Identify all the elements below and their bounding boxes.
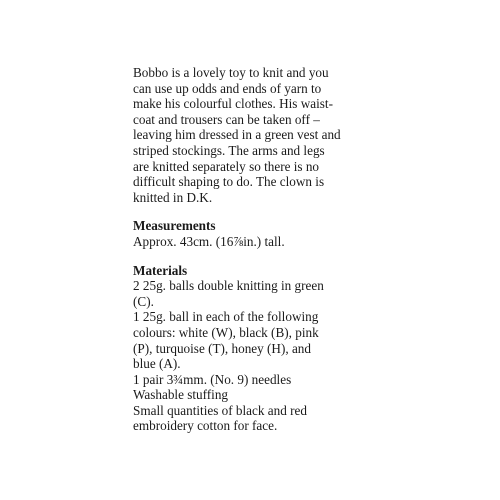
materials-line: 1 25g. ball in each of the following xyxy=(133,309,319,325)
intro-line: Bobbo is a lovely toy to knit and you xyxy=(133,65,329,80)
intro-line: difficult shaping to do. The clown is xyxy=(133,174,325,190)
materials-line: 1 pair 3¾mm. (No. 9) needles xyxy=(133,371,292,387)
intro-line: are knitted separately so there is no xyxy=(133,158,320,174)
intro-line: knitted in D.K. xyxy=(133,189,213,205)
materials-section xyxy=(133,263,383,435)
intro-line: make his colourful clothes. His waist- xyxy=(133,96,333,112)
materials-line: Small quantities of black and red xyxy=(133,402,307,418)
pattern-description xyxy=(133,65,383,434)
intro-line: leaving him dressed in a green vest and xyxy=(133,127,341,143)
materials-heading: Materials xyxy=(133,262,188,278)
materials-line: Washable stuffing xyxy=(133,387,229,403)
materials-line: colours: white (W), black (B), pink xyxy=(133,324,319,340)
intro-line: striped stockings. The arms and legs xyxy=(133,142,325,158)
intro-line: coat and trousers can be taken off – xyxy=(133,111,320,127)
measurements-heading: Measurements xyxy=(133,218,216,234)
materials-line: 2 25g. balls double knitting in green xyxy=(133,278,324,294)
measurements-section xyxy=(133,218,383,249)
materials-line: (C). xyxy=(133,293,154,309)
intro-line: can use up odds and ends of yarn to xyxy=(133,80,322,96)
materials-line: (P), turquoise (T), honey (H), and xyxy=(133,340,311,356)
materials-line: embroidery cotton for face. xyxy=(133,418,278,434)
measurements-text: Approx. 43cm. (16⅞in.) tall. xyxy=(133,233,285,249)
materials-line: blue (A). xyxy=(133,356,181,372)
intro-paragraph xyxy=(133,65,383,205)
